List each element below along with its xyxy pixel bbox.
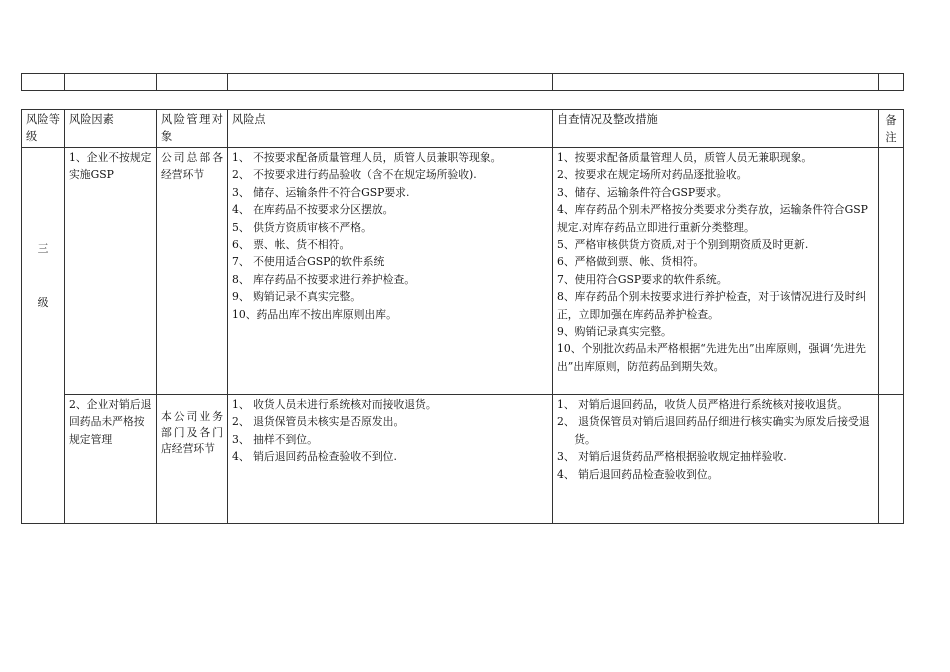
list-item: 2、 退货保管员对销后退回药品仔细进行核实确实为原发后接受退货。 — [557, 415, 870, 446]
management-object-cell: 公司总部各经营环节 — [157, 148, 228, 395]
blank-cell — [65, 74, 157, 91]
list-item: 7、使用符合GSP要求的软件系统。 — [557, 272, 728, 286]
list-item: 3、储存、运输条件符合GSP要求。 — [557, 185, 728, 199]
list-item: 1、 收货人员未进行系统核对而接收退货。 — [232, 398, 437, 411]
list-item: 5、严格审核供货方资质,对于个别到期资质及时更新. — [557, 238, 809, 252]
risk-level-bottom: 级 — [37, 295, 49, 309]
risk-table — [21, 109, 904, 524]
risk-points-cell — [228, 395, 553, 524]
list-item: 4、 销后退回药品检查验收不到位. — [232, 450, 397, 464]
header-remarks: 备注 — [879, 110, 904, 148]
header-risk-level-text: 风险等级 — [26, 113, 60, 143]
list-item: 2、按要求在规定场所对药品逐批验收。 — [557, 168, 748, 182]
list-item: 1、按要求配备质量管理人员，质管人员无兼职现象。 — [557, 151, 813, 164]
list-item: 10、药品出库不按出库原则出库。 — [232, 307, 397, 321]
blank-cell — [553, 74, 879, 91]
risk-factor-cell: 2、企业对销后退回药品未严格按规定管理 — [65, 395, 157, 524]
blank-cell — [157, 74, 228, 91]
blank-cell — [228, 74, 553, 91]
list-item: 3、 储存、运输条件不符合GSP要求. — [232, 185, 410, 199]
header-risk-point: 风险点 — [228, 110, 553, 148]
list-item: 8、 库存药品不按要求进行养护检查。 — [232, 272, 416, 286]
header-management-object — [157, 110, 228, 148]
list-item: 9、 购销记录不真实完整。 — [232, 290, 362, 304]
header-management-object-text: 风险管理对象 — [161, 113, 223, 143]
list-item: 3、 对销后退货药品严格根据验收规定抽样验收. — [557, 450, 787, 464]
header-row — [22, 110, 904, 148]
blank-header-table — [21, 73, 904, 91]
risk-level-top: 三 — [37, 242, 49, 256]
list-item: 10、个别批次药品未严格根据“先进先出”出库原则，强调‘先进先出”出库原则，防范药品到期失效。 — [557, 342, 866, 373]
list-item: 6、严格做到票、帐、货相符。 — [557, 255, 705, 269]
measures-cell — [553, 395, 879, 524]
table-row — [22, 148, 904, 395]
list-item: 6、 票、帐、货不相符。 — [232, 238, 351, 252]
list-item: 2、 不按要求进行药品验收（含不在规定场所验收). — [232, 168, 477, 182]
measures-cell — [553, 148, 879, 395]
header-risk-level — [22, 110, 65, 148]
list-item: 4、 销后退回药品检查验收到位。 — [557, 467, 719, 481]
list-item: 8、库存药品个别未按要求进行养护检查，对于该情况进行及时纠正，立即加强在库药品养护检查。 — [557, 290, 867, 321]
management-object-cell: 本公司业务部门及各门店经营环节 — [157, 395, 228, 524]
list-item: 1、 对销后退回药品，收货人员严格进行系统核对接收退货。 — [557, 398, 849, 411]
header-risk-factor: 风险因素 — [65, 110, 157, 148]
risk-factor-cell: 1、企业不按规定实施GSP — [65, 148, 157, 395]
list-item: 2、 退货保管员未核实是否原发出。 — [232, 415, 405, 429]
remarks-cell — [879, 395, 904, 524]
blank-cell — [22, 74, 65, 91]
remarks-cell — [879, 148, 904, 395]
list-item: 4、库存药品个别未严格按分类要求分类存放，运输条件符合GSP规定.对库存药品立即进行重新分类整理。 — [557, 203, 868, 234]
list-item: 9、购销记录真实完整。 — [557, 325, 672, 339]
table-row — [22, 395, 904, 524]
blank-row — [22, 74, 904, 91]
list-item: 7、 不使用适合GSP的软件系统 — [232, 255, 385, 269]
list-item: 5、 供货方资质审核不严格。 — [232, 220, 372, 234]
risk-level-cell — [22, 148, 65, 524]
list-item: 4、 在库药品不按要求分区摆放。 — [232, 203, 394, 217]
list-item: 1、 不按要求配备质量管理人员，质管人员兼职等现象。 — [232, 151, 502, 164]
list-item: 3、 抽样不到位。 — [232, 432, 318, 446]
risk-points-cell — [228, 148, 553, 395]
blank-cell — [879, 74, 904, 91]
header-self-check: 自查情况及整改措施 — [553, 110, 879, 148]
